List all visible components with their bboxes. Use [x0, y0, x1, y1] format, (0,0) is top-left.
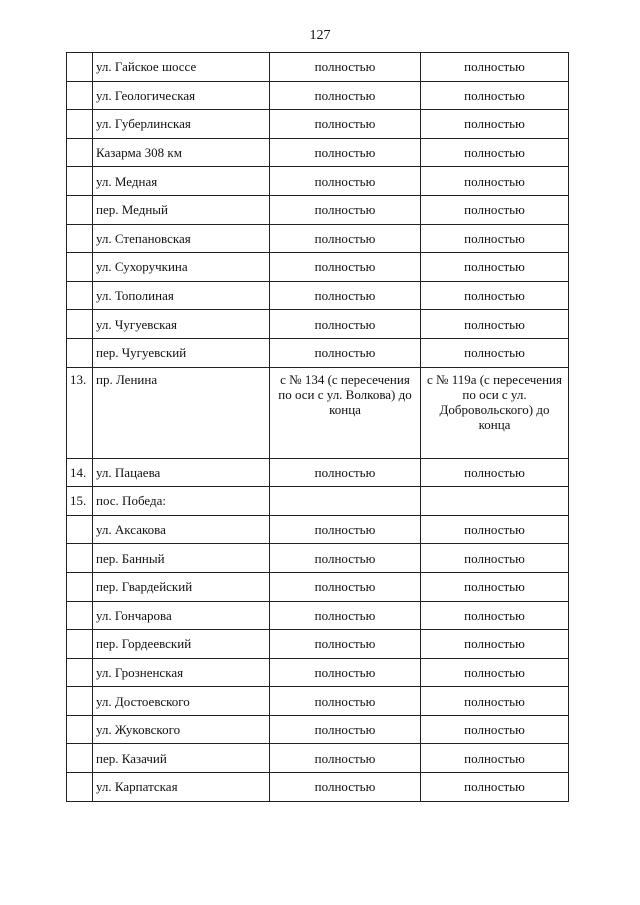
row-number: 14.	[67, 458, 93, 487]
table-row	[67, 744, 569, 773]
range-even-or-second: полностью	[421, 572, 569, 601]
street-name: пер. Чугуевский	[93, 338, 270, 367]
row-number	[67, 601, 93, 630]
range-even-or-second: полностью	[421, 515, 569, 544]
range-odd-or-first: полностью	[270, 658, 421, 687]
row-number	[67, 81, 93, 110]
range-odd-or-first: полностью	[270, 715, 421, 744]
range-even-or-second: полностью	[421, 715, 569, 744]
street-name: ул. Сухоручкина	[93, 253, 270, 282]
range-even-or-second: полностью	[421, 53, 569, 82]
street-name: ул. Аксакова	[93, 515, 270, 544]
street-name: пер. Гордеевский	[93, 630, 270, 659]
row-number: 15.	[67, 487, 93, 516]
range-odd-or-first: полностью	[270, 630, 421, 659]
table-row	[67, 773, 569, 802]
table-row	[67, 138, 569, 167]
range-even-or-second: полностью	[421, 687, 569, 716]
street-name: пер. Медный	[93, 195, 270, 224]
row-number	[67, 658, 93, 687]
range-even-or-second: полностью	[421, 110, 569, 139]
table-row	[67, 601, 569, 630]
table-row	[67, 167, 569, 196]
range-even-or-second: полностью	[421, 630, 569, 659]
table-row	[67, 687, 569, 716]
table-row	[67, 630, 569, 659]
street-name: ул. Гончарова	[93, 601, 270, 630]
row-number	[67, 630, 93, 659]
row-number	[67, 687, 93, 716]
table-row	[67, 224, 569, 253]
street-name: ул. Медная	[93, 167, 270, 196]
street-name: ул. Грозненская	[93, 658, 270, 687]
street-name: пер. Казачий	[93, 744, 270, 773]
range-odd-or-first: полностью	[270, 281, 421, 310]
street-name: ул. Чугуевская	[93, 310, 270, 339]
table-row	[67, 458, 569, 487]
range-odd-or-first: полностью	[270, 138, 421, 167]
row-number: 13.	[67, 367, 93, 458]
range-odd-or-first: полностью	[270, 195, 421, 224]
table-row	[67, 253, 569, 282]
range-even-or-second: полностью	[421, 167, 569, 196]
range-odd-or-first: полностью	[270, 81, 421, 110]
range-odd-or-first: полностью	[270, 338, 421, 367]
range-odd-or-first: полностью	[270, 224, 421, 253]
table-row	[67, 81, 569, 110]
range-even-or-second: полностью	[421, 338, 569, 367]
street-name: ул. Пацаева	[93, 458, 270, 487]
street-name: ул. Жуковского	[93, 715, 270, 744]
page-number: 127	[309, 28, 331, 43]
row-number	[67, 224, 93, 253]
streets-table	[66, 52, 569, 802]
table-row	[67, 515, 569, 544]
range-odd-or-first	[270, 487, 421, 516]
row-number	[67, 195, 93, 224]
range-odd-or-first: полностью	[270, 515, 421, 544]
street-name: ул. Степановская	[93, 224, 270, 253]
range-even-or-second: полностью	[421, 458, 569, 487]
row-number	[67, 253, 93, 282]
row-number	[67, 53, 93, 82]
street-name: ул. Губерлинская	[93, 110, 270, 139]
row-number	[67, 310, 93, 339]
range-even-or-second: полностью	[421, 138, 569, 167]
table-row	[67, 544, 569, 573]
range-even-or-second: полностью	[421, 195, 569, 224]
streets-table-body	[67, 53, 569, 802]
range-even-or-second: полностью	[421, 281, 569, 310]
row-number	[67, 715, 93, 744]
table-row	[67, 338, 569, 367]
table-row	[67, 658, 569, 687]
range-odd-or-first: с № 134 (с пересечения по оси с ул. Волкова) до конца	[270, 367, 421, 458]
row-number	[67, 515, 93, 544]
table-row	[67, 367, 569, 458]
street-name: ул. Гайское шоссе	[93, 53, 270, 82]
table-row	[67, 110, 569, 139]
range-odd-or-first: полностью	[270, 53, 421, 82]
row-number	[67, 744, 93, 773]
range-odd-or-first: полностью	[270, 687, 421, 716]
range-even-or-second: полностью	[421, 544, 569, 573]
street-name: ул. Достоевского	[93, 687, 270, 716]
street-name: пер. Гвардейский	[93, 572, 270, 601]
range-even-or-second: полностью	[421, 744, 569, 773]
street-name: ул. Геологическая	[93, 81, 270, 110]
table-row	[67, 53, 569, 82]
row-number	[67, 773, 93, 802]
range-odd-or-first: полностью	[270, 110, 421, 139]
row-number	[67, 572, 93, 601]
range-even-or-second: с № 119а (с пересечения по оси с ул. Добровольского) до конца	[421, 367, 569, 458]
range-odd-or-first: полностью	[270, 572, 421, 601]
street-name: пос. Победа:	[93, 487, 270, 516]
table-row	[67, 572, 569, 601]
range-odd-or-first: полностью	[270, 744, 421, 773]
range-odd-or-first: полностью	[270, 544, 421, 573]
street-name: пр. Ленина	[93, 367, 270, 458]
street-name: пер. Банный	[93, 544, 270, 573]
table-row	[67, 715, 569, 744]
table-row	[67, 195, 569, 224]
table-row	[67, 281, 569, 310]
range-even-or-second: полностью	[421, 601, 569, 630]
range-even-or-second: полностью	[421, 658, 569, 687]
table-row	[67, 487, 569, 516]
street-name: ул. Карпатская	[93, 773, 270, 802]
range-even-or-second: полностью	[421, 81, 569, 110]
row-number	[67, 338, 93, 367]
range-even-or-second: полностью	[421, 253, 569, 282]
range-even-or-second	[421, 487, 569, 516]
row-number	[67, 138, 93, 167]
row-number	[67, 544, 93, 573]
range-even-or-second: полностью	[421, 224, 569, 253]
range-odd-or-first: полностью	[270, 167, 421, 196]
row-number	[67, 167, 93, 196]
row-number	[67, 281, 93, 310]
range-odd-or-first: полностью	[270, 773, 421, 802]
street-name: ул. Тополиная	[93, 281, 270, 310]
range-even-or-second: полностью	[421, 310, 569, 339]
street-name: Казарма 308 км	[93, 138, 270, 167]
range-even-or-second: полностью	[421, 773, 569, 802]
range-odd-or-first: полностью	[270, 253, 421, 282]
row-number	[67, 110, 93, 139]
range-odd-or-first: полностью	[270, 310, 421, 339]
range-odd-or-first: полностью	[270, 458, 421, 487]
range-odd-or-first: полностью	[270, 601, 421, 630]
table-row	[67, 310, 569, 339]
